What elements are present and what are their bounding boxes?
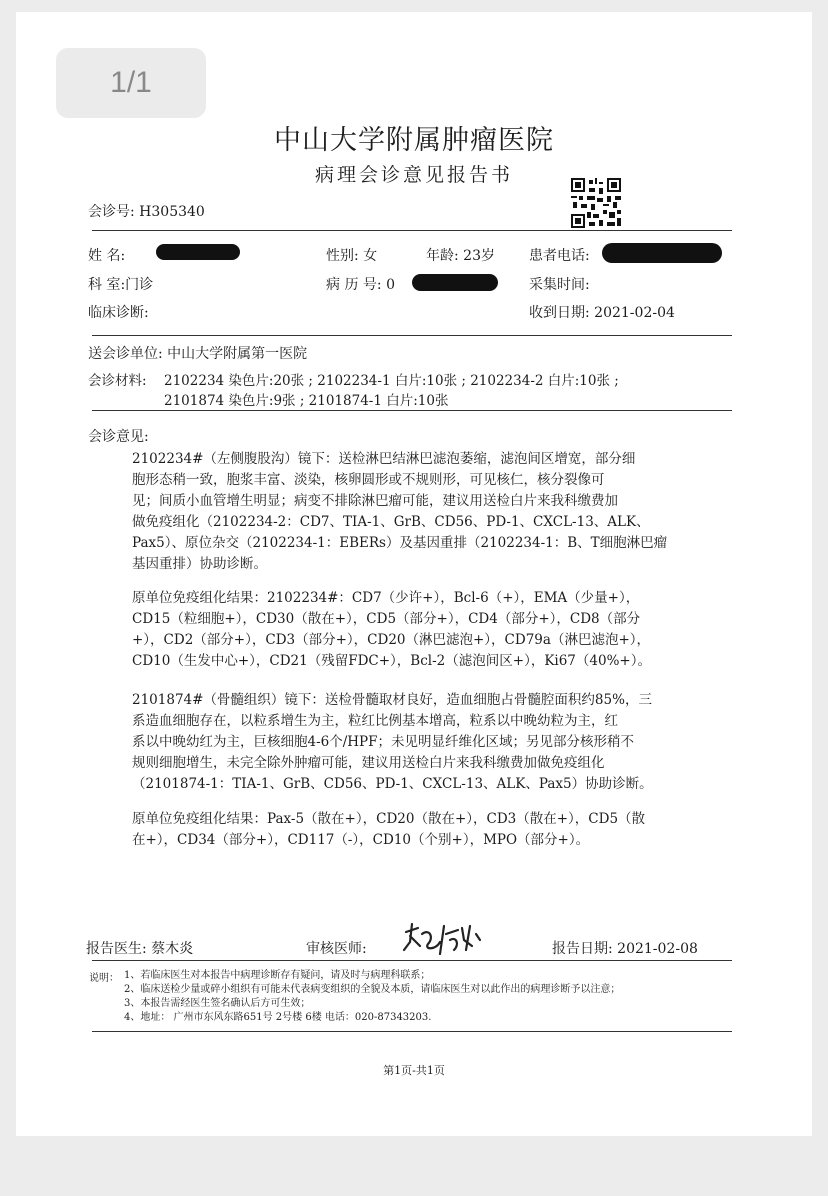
divider: [92, 410, 732, 411]
page-indicator: 1/1: [56, 48, 206, 118]
clinical-diagnosis-label: 临床诊断:: [88, 305, 149, 321]
reporting-doctor: 报告医生: 蔡木炎: [86, 941, 194, 957]
dept-field: 科 室:门诊: [88, 277, 154, 293]
age-field: 年龄: 23岁: [426, 248, 495, 264]
redacted-record-number: [412, 274, 498, 291]
reviewer-label: 审核医师:: [306, 941, 367, 957]
divider: [92, 1031, 732, 1032]
opinion-paragraph-3: 2101874#（骨髓组织）镜下：送检骨髓取材良好，造血细胞占骨髓腔面积约85%，三 系造血细胞存在，以粒系增生为主，粒红比例基本增高，粒系以中晚幼粒为主，红 系以中晚幼红为主，巨核细胞4-6个/HPF；未见明显纤维化区域；另见部分核形稍不 规则细胞增生，未完全除外肿瘤可能，建议用送检白片来我科缴费加做免疫组化 （2101874-1：TIA-1、GrB、CD56、PD-1、CXCL-13、ALK、Pax5）协助诊断。: [132, 692, 653, 792]
divider: [92, 230, 732, 231]
notes-list: 1、若临床医生对本报告中病理诊断存有疑问，请及时与病理科联系； 2、临床送检少量或碎小组织有可能未代表病变组织的全貌及本质，请临床医生对以此作出的病理诊断予以注意； 3、本报告需经医生签名确认后方可生效； 4、地址： 广州市东风东路651号 2号楼 6楼 电话：020-87343203.: [124, 970, 621, 1023]
collect-time-label: 采集时间:: [529, 277, 590, 293]
materials-line-2: 2101874 染色片:9张 ; 2101874-1 白片:10张: [164, 393, 449, 409]
report-date: 报告日期: 2021-02-08: [552, 941, 698, 957]
received-date: 收到日期: 2021-02-04: [529, 305, 675, 321]
redacted-name: [156, 244, 240, 260]
notes-label: 说明：: [89, 973, 119, 984]
materials-line-1: 2102234 染色片:20张 ; 2102234-1 白片:10张 ; 2102234-2 白片:10张 ;: [164, 373, 619, 389]
opinion-paragraph-4: 原单位免疫组化结果：Pax-5（散在+），CD20（散在+），CD3（散在+），CD5（散 在+），CD34（部分+），CD117（-），CD10（个别+），MPO（部分+）。: [132, 811, 646, 848]
consult-number: 会诊号: H305340: [88, 204, 205, 220]
name-label: 姓 名:: [88, 248, 126, 264]
opinion-paragraph-1: 2102234#（左侧腹股沟）镜下：送检淋巴结淋巴滤泡萎缩，滤泡间区增宽，部分细 胞形态稍一致，胞浆丰富、淡染，核卵圆形或不规则形，可见核仁，核分裂像可 见；间质小血管增生明显；病变不排除淋巴瘤可能，建议用送检白片来我科缴费加 做免疫组化（2102234-2：CD7、TIA-1、GrB、CD56、PD-1、CXCL-13、ALK、 Pax5）、原位杂交（2102234-1：EBERs）及基因重排（2102234-1：B、T细胞淋巴瘤 基因重排）协助诊断。: [132, 451, 668, 572]
opinion-paragraph-2: 原单位免疫组化结果：2102234#：CD7（少许+），Bcl-6（+），EMA（少量+）， CD15（粒细胞+），CD30（散在+），CD5（部分+），CD4（部分+），CD8（部分 +），CD2（部分+），CD3（部分+），CD20（淋巴滤泡+），CD79a（淋巴滤泡+）， CD10（生发中心+），CD21（残留FDC+），Bcl-2（滤泡间区+），Ki67（40%+）。: [132, 590, 651, 669]
page-footer: 第1页-共1页: [383, 1064, 445, 1077]
qr-code: [571, 178, 621, 228]
report-title: 病理会诊意见报告书: [314, 164, 513, 186]
divider: [92, 960, 732, 961]
divider: [92, 335, 732, 336]
sex-field: 性别: 女: [326, 248, 378, 264]
opinion-label: 会诊意见:: [88, 429, 149, 445]
record-field: 病 历 号: 0: [326, 277, 395, 293]
reviewer-signature: [400, 920, 482, 960]
redacted-phone: [602, 243, 722, 263]
hospital-name: 中山大学附属肿瘤医院: [274, 125, 554, 156]
phone-label: 患者电话:: [529, 248, 590, 264]
materials-label: 会诊材料:: [88, 373, 147, 389]
report-sheet: [16, 12, 812, 1136]
sending-unit: 送会诊单位: 中山大学附属第一医院: [88, 346, 308, 362]
